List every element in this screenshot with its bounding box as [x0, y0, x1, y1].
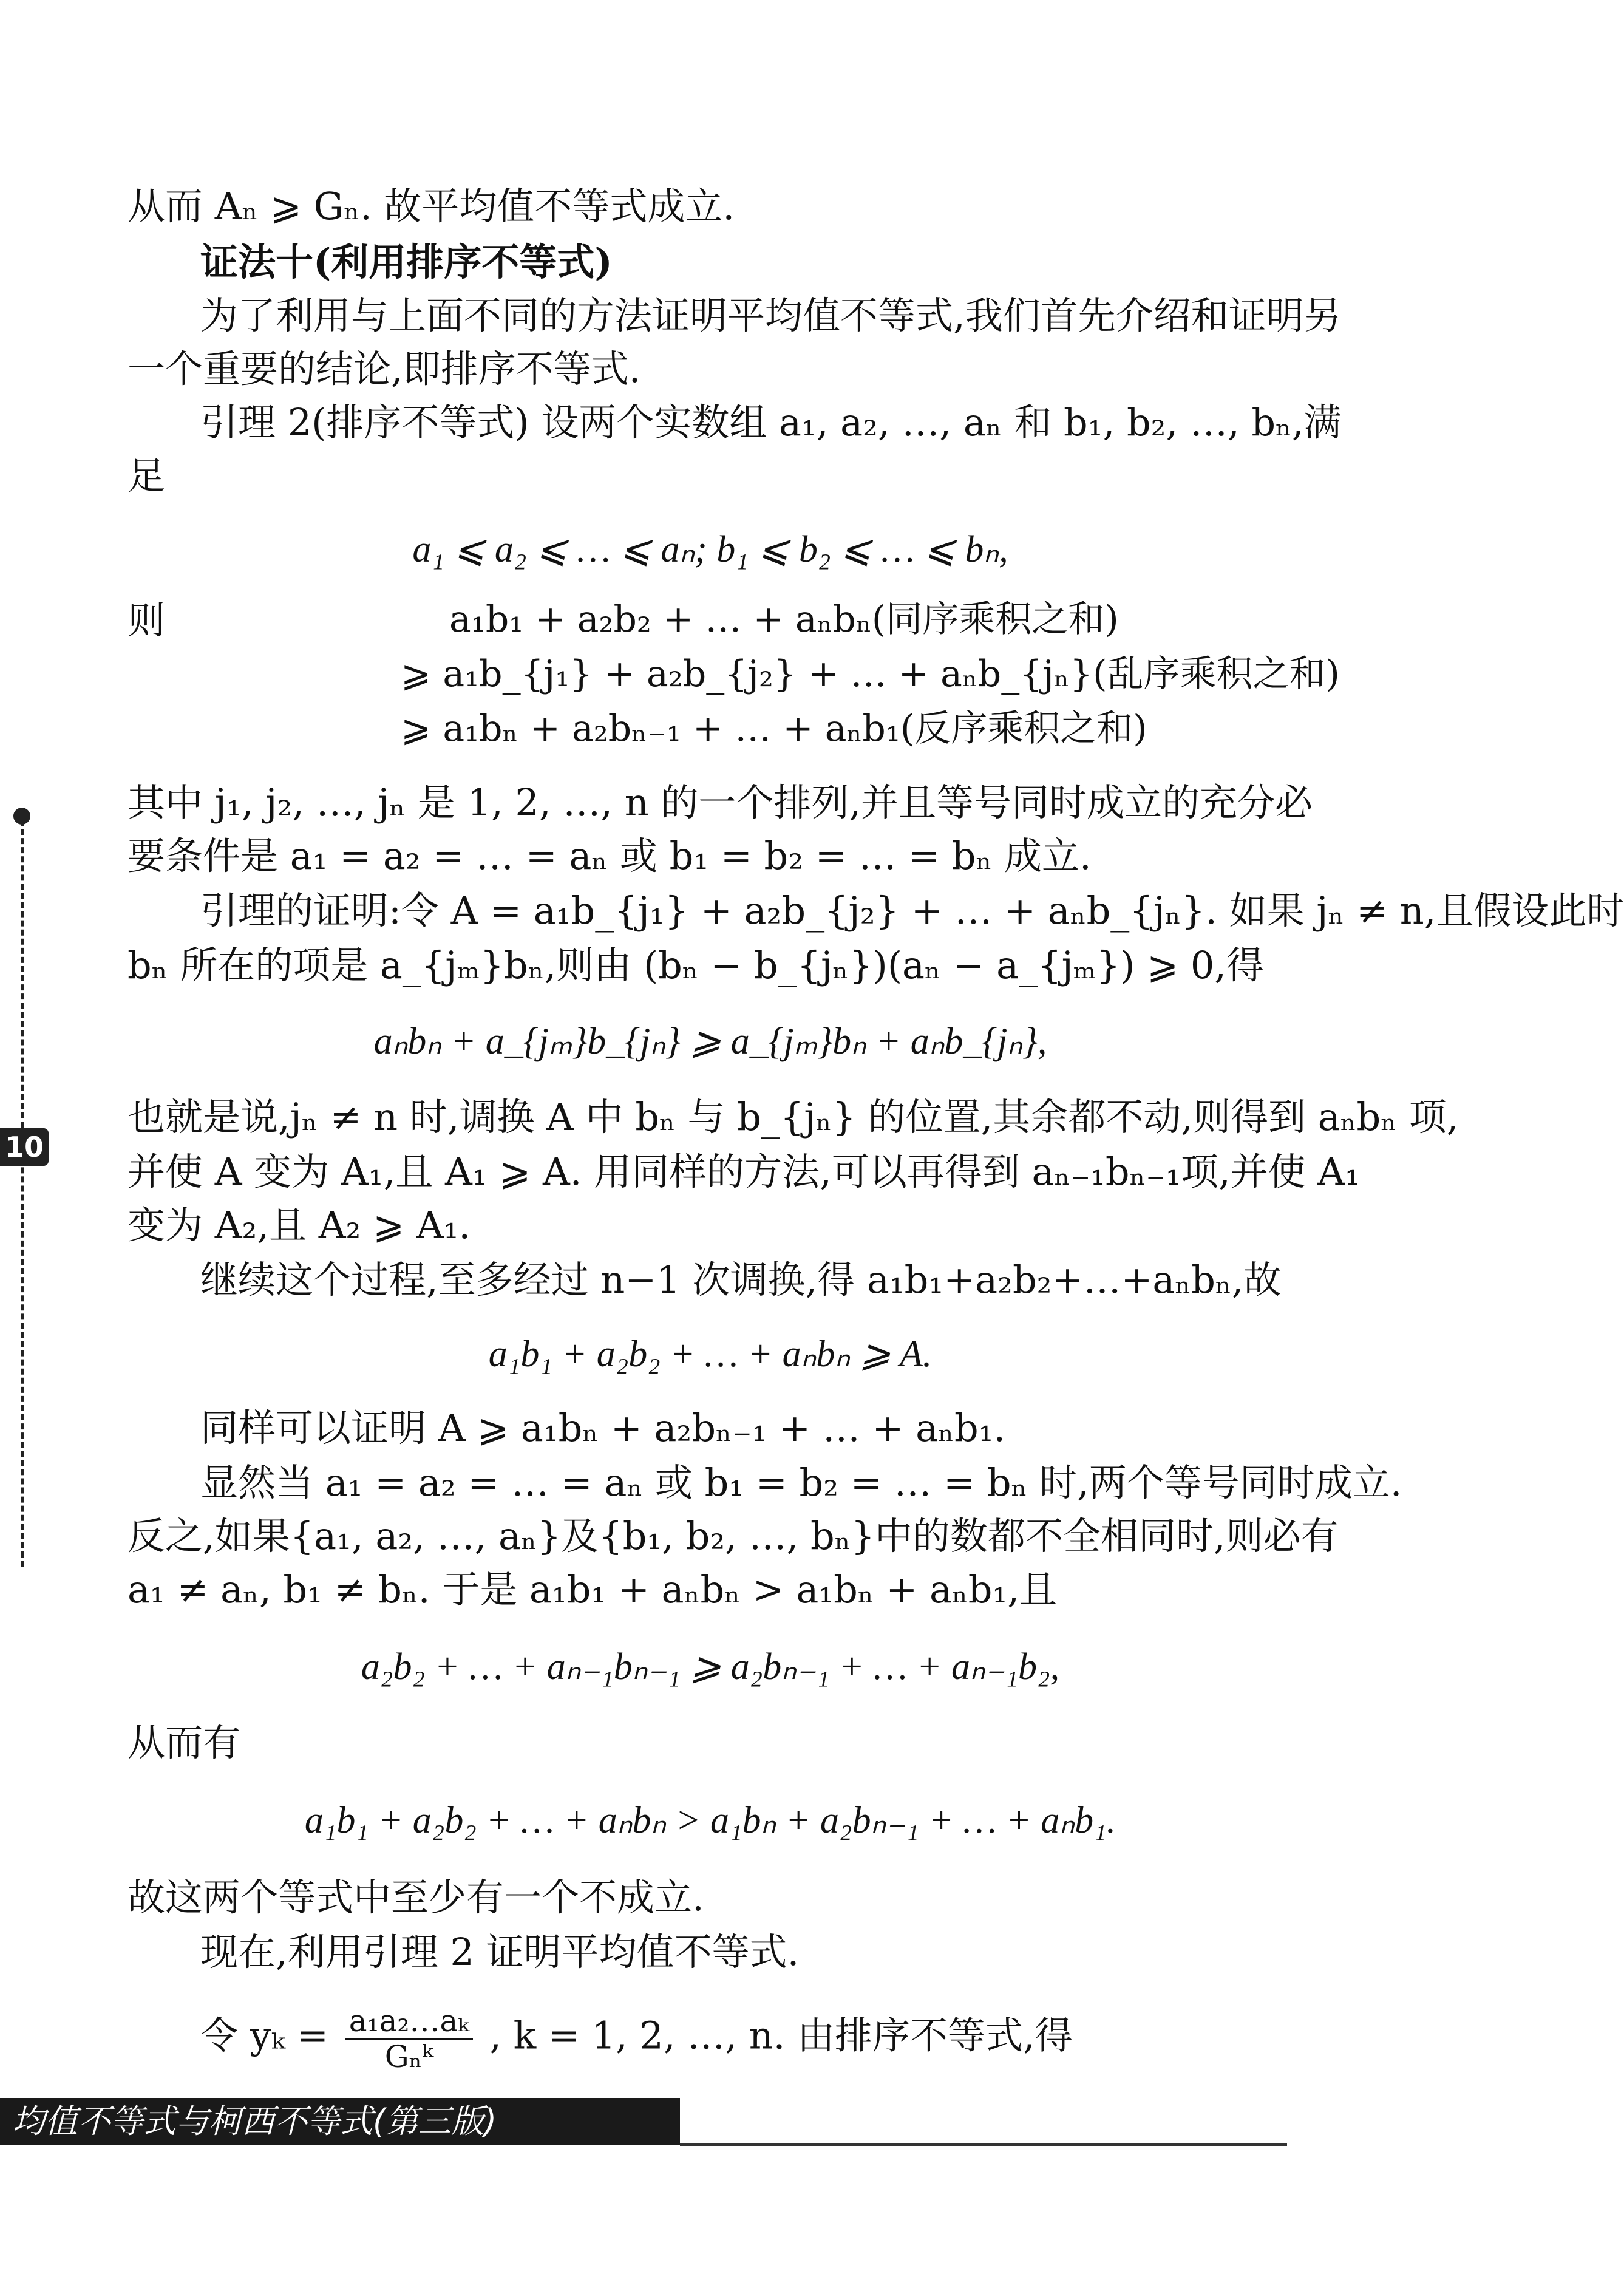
text-line: 反之,如果{a₁, a₂, …, aₙ}及{b₁, b₂, …, bₙ}中的数都不全相同时,则必有	[127, 1514, 1339, 1558]
text-line: 现在,利用引理 2 证明平均值不等式.	[200, 1930, 800, 1974]
display-equation: a₁b₁ + a₂b₂ + … + aₙbₙ(同序乘积之和)	[449, 598, 1119, 641]
text-line: 并使 A 变为 A₁,且 A₁ ⩾ A. 用同样的方法,可以再得到 aₙ₋₁bₙ₋₁项,并使 A₁	[127, 1149, 1361, 1194]
text-line: 为了利用与上面不同的方法证明平均值不等式,我们首先介绍和证明另	[200, 293, 1342, 338]
display-equation: ⩾ a₁bₙ + a₂bₙ₋₁ + … + aₙb₁(反序乘积之和)	[401, 707, 1147, 750]
text-line: bₙ 所在的项是 a_{jₘ}bₙ,则由 (bₙ − b_{jₙ})(aₙ − a_{jₘ}) ⩾ 0,得	[127, 943, 1264, 987]
text-line: a₁ ≠ aₙ, b₁ ≠ bₙ. 于是 a₁b₁ + aₙbₙ > a₁bₙ + aₙb₁,且	[127, 1567, 1058, 1612]
fraction-denominator: Gₙᵏ	[384, 2039, 433, 2074]
display-equation: ⩾ a₁b_{j₁} + a₂b_{j₂} + … + aₙb_{jₙ}(乱序乘积之和)	[401, 653, 1340, 695]
display-equation: aₙbₙ + a_{jₘ}b_{jₙ} ⩾ a_{jₘ}bₙ + aₙb_{jₙ},	[373, 1021, 1047, 1062]
lemma-statement: 引理 2(排序不等式) 设两个实数组 a₁, a₂, …, aₙ 和 b₁, b₂, …, bₙ,满	[200, 400, 1342, 444]
section-heading: 证法十(利用排序不等式)	[200, 240, 613, 284]
proof-start: 引理的证明:令 A = a₁b_{j₁} + a₂b_{j₂} + … + aₙb_{jₙ}. 如果 jₙ ≠ n,且假设此时	[200, 888, 1624, 933]
display-equation: a₁b₁ + a₂b₂ + … + aₙbₙ ⩾ A.	[488, 1333, 933, 1375]
text-line: 一个重要的结论,即排序不等式.	[127, 347, 641, 391]
footer-book-title: 均值不等式与柯西不等式(第三版)	[0, 2098, 680, 2145]
display-equation: a₂b₂ + … + aₙ₋₁bₙ₋₁ ⩾ a₂bₙ₋₁ + … + aₙ₋₁b₂,	[361, 1646, 1060, 1687]
display-equation: a₁ ⩽ a₂ ⩽ … ⩽ aₙ; b₁ ⩽ b₂ ⩽ … ⩽ bₙ,	[412, 529, 1008, 570]
text-line: 也就是说,jₙ ≠ n 时,调换 A 中 bₙ 与 b_{jₙ} 的位置,其余都不动,则得到 aₙbₙ 项,	[127, 1095, 1459, 1139]
page-number: 10	[0, 1128, 49, 1166]
fraction	[345, 2004, 473, 2074]
text-line: 从而 Aₙ ⩾ Gₙ. 故平均值不等式成立.	[127, 184, 735, 228]
text-line: 其中 j₁, j₂, …, jₙ 是 1, 2, …, n 的一个排列,并且等号同时成立的充分必	[127, 780, 1313, 825]
fraction-numerator: a₁a₂…aₖ	[345, 2004, 473, 2040]
text-line: 则	[127, 598, 166, 642]
text-line: 继续这个过程,至多经过 n−1 次调换,得 a₁b₁+a₂b₂+…+aₙbₙ,故	[200, 1258, 1282, 1302]
formula-prefix: 令 yₖ =	[200, 2013, 329, 2058]
text-line: 故这两个等式中至少有一个不成立.	[127, 1875, 704, 1919]
text-line: 从而有	[127, 1720, 241, 1765]
text-line: 同样可以证明 A ⩾ a₁bₙ + a₂bₙ₋₁ + … + aₙb₁.	[200, 1406, 1006, 1450]
text-line: 变为 A₂,且 A₂ ⩾ A₁.	[127, 1203, 471, 1247]
text-line: 要条件是 a₁ = a₂ = … = aₙ 或 b₁ = b₂ = … = bₙ 成立.	[127, 834, 1092, 878]
text-line: 足	[127, 454, 166, 498]
footer-rule	[680, 2143, 1287, 2146]
formula-suffix: , k = 1, 2, …, n. 由排序不等式,得	[489, 2013, 1073, 2058]
display-equation: a₁b₁ + a₂b₂ + … + aₙbₙ > a₁bₙ + a₂bₙ₋₁ + … + aₙb₁.	[304, 1800, 1116, 1841]
text-line: 显然当 a₁ = a₂ = … = aₙ 或 b₁ = b₂ = … = bₙ 时,两个等号同时成立.	[200, 1460, 1402, 1505]
definition-line	[200, 2004, 1293, 2083]
margin-dashed-line	[21, 820, 24, 1567]
